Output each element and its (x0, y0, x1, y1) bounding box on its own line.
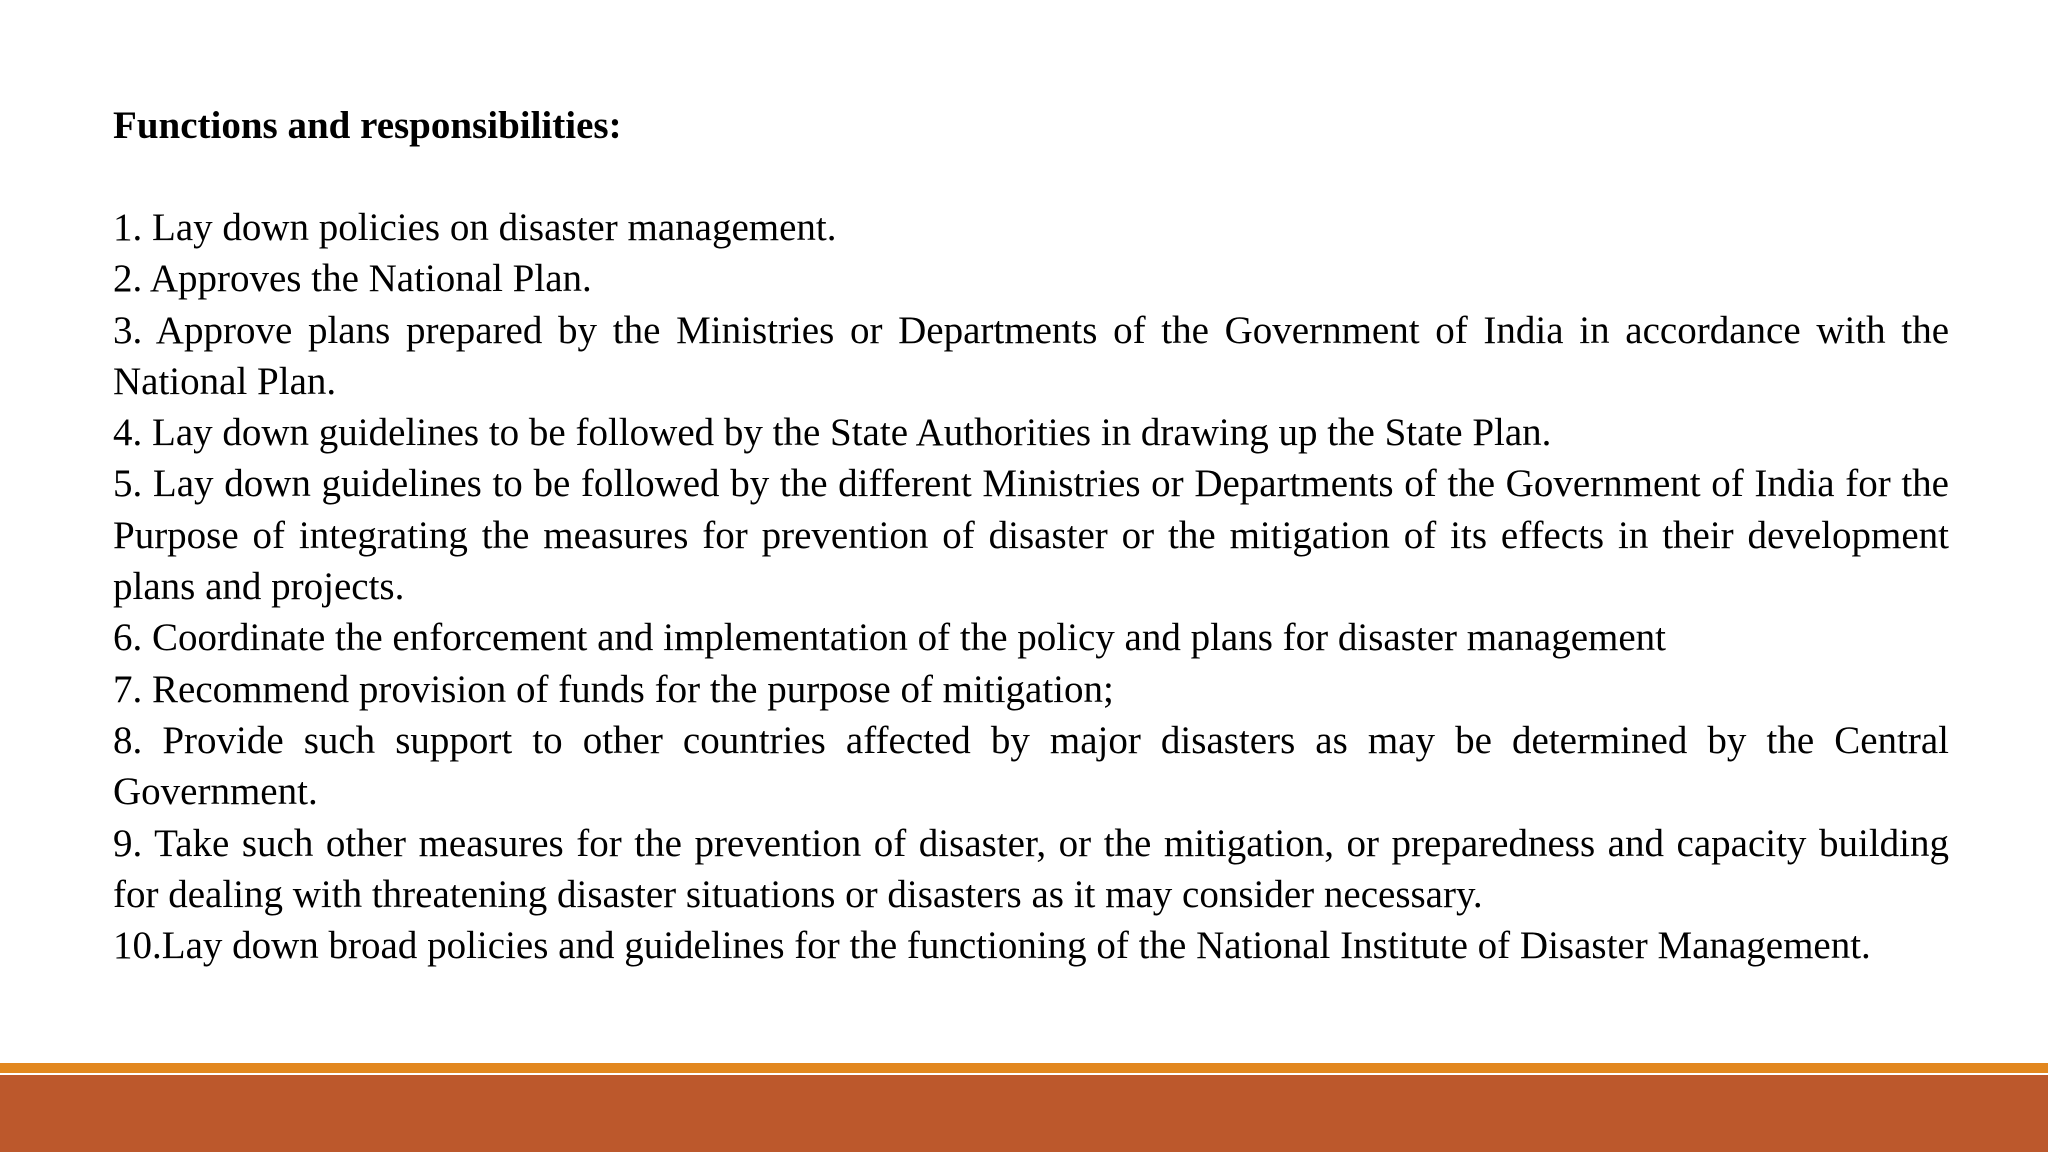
responsibilities-list (113, 202, 1949, 971)
list-item: 2. Approves the National Plan. (113, 257, 592, 301)
list-item: 7. Recommend provision of funds for the purpose of mitigation; (113, 667, 1114, 711)
slide-heading: Functions and responsibilities: (113, 104, 622, 147)
list-item: 6. Coordinate the enforcement and implementation of the policy and plans for disaster management (113, 616, 1667, 660)
slide-content (113, 100, 1949, 971)
accent-line (0, 1063, 2048, 1073)
list-item: 9. Take such other measures for the prevention of disaster, or the mitigation, or preparedness and capacity building for dealing with threatening disaster situations or disasters as it may consider necessary. (113, 821, 1949, 916)
list-item: 10.Lay down broad policies and guidelines for the functioning of the National Institute of Disaster Management. (113, 924, 1871, 968)
list-item: 3. Approve plans prepared by the Ministries or Departments of the Government of India in accordance with the National Plan. (113, 308, 1949, 403)
footer-bar (0, 1075, 2048, 1152)
list-item: 4. Lay down guidelines to be followed by the State Authorities in drawing up the State Plan. (113, 411, 1552, 455)
list-item: 8. Provide such support to other countries affected by major disasters as may be determined by the Central Government. (113, 718, 1949, 814)
list-item: 1. Lay down policies on disaster management. (113, 206, 837, 249)
list-item: 5. Lay down guidelines to be followed by the different Ministries or Departments of the Government of India for the Purpose of integrating the measures for prevention of disaster or the mitigation of its effects in their development plans and projects. (113, 462, 1949, 609)
